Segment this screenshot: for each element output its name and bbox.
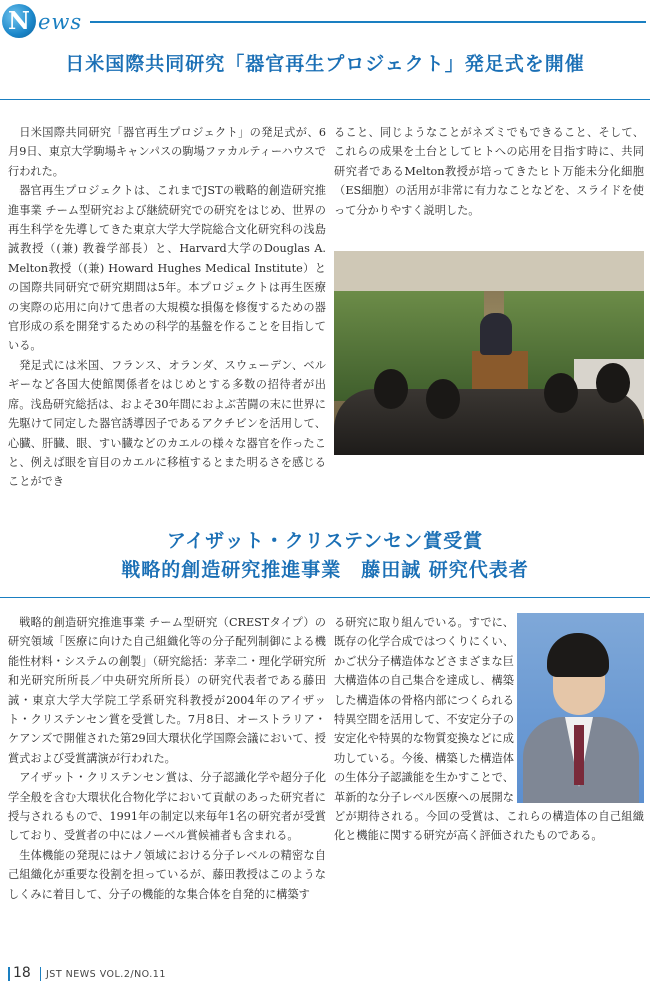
footer-rule-left	[8, 967, 10, 981]
article2-paragraph: アイザット・クリステンセン賞は、分子認識化学や超分子化学全般を含む大環状化合物化学において貢献のあった研究者に授与されるもので、1991年の制定以来毎年1名の研究者が受賞しており、受賞者の中にはノーベル賞候補者も含まれる。	[8, 771, 326, 843]
news-badge	[2, 4, 36, 38]
article2-left-column	[8, 613, 326, 904]
article2-paragraph-cont: る研究に取り組んでいる。すでに、既存の化学合成ではつくりにくい、かご状分子構造体などさまざまな巨大構造体の自己集合を達成し、構築した構造体の骨格内部につくられる特異空間を活用して、不安定分子の安定化や特異的な物質変換などに成功している。今後、構築した構造体の生体分子認識能を生かすことで、革新的な分子レベル医療への展開などが期待される。今回の受賞は、これらの構造体の自己組織化と機能に関する研究が高く評価されたものである。	[334, 616, 644, 843]
article2-paragraph: 戦略的創造研究推進事業 チーム型研究（CRESTタイプ）の研究領域「医療に向けた自己組織化等の分子配列制御による機能性材料・システムの創製」（研究総括：茅幸二・理化学研究所 和光研究所所長／中央研究所所長）の研究代表者である藤田誠・東京大学大学院工学系研究科教授が2004年のアイザット・クリステンセン賞を受賞した。7月8日、オーストラリア・ケアンズで開催された第29回大環状化学国際会議において、授賞式および受賞講演が行われた。	[8, 616, 326, 765]
article1-right-column	[334, 123, 644, 220]
divider-middle	[0, 597, 650, 598]
news-label: ews	[38, 10, 83, 34]
news-badge-letter: N	[8, 6, 30, 35]
article2-paragraph: 生体機能の発現にはナノ領域における分子レベルの精密な自己組織化が重要な役割を担っているが、藤田教授はこのようなしくみに着目して、分子の機能的な集合体を自発的に構築す	[8, 848, 326, 901]
article2-title-line1: アイザット・クリステンセン賞受賞	[166, 530, 484, 552]
page-number: 18	[13, 965, 31, 981]
header-rule	[90, 21, 646, 23]
portrait-photo	[517, 613, 644, 803]
article1-paragraph: 発足式には米国、フランス、オランダ、スウェーデン、ベルギーなど各国大使館関係者をはじめとする多数の招待者が出席。浅島研究総括は、およそ30年間におよぶ苦闘の末に世界に先駆けて同定した器官誘導因子であるアクチビンを活用して、心臓、肝臓、眼、すい臓などのカエルの様々な器官を作ったこと、例えば眼を盲目のカエルに移植するとまた明るさを感じることができ	[8, 358, 326, 489]
divider-top	[0, 99, 650, 100]
article2-title-line2: 戦略的創造研究推進事業 藤田誠 研究代表者	[121, 559, 529, 581]
article1-title: 日米国際共同研究「器官再生プロジェクト」発足式を開催	[65, 53, 585, 75]
article1-paragraph: 器官再生プロジェクトは、これまでJSTの戦略的創造研究推進事業 チーム型研究および継続研究での研究をはじめ、世界の再生科学を先導してきた東京大学大学院総合文化研究科の浅島誠教授（(兼) 教養学部長）と、Harvard大学のDouglas A. Melton教授（(兼) Howard Hughes Medical Institute）との国際共同研究で研究期間は5年。本プロジェクトは再生医療の実際の応用に向けて患者の大規模な損傷を修復するための器官形成の系を開発するための科学的基盤を作ることを目指している。	[8, 184, 326, 353]
ceremony-photo	[334, 251, 644, 455]
article1-left-column	[8, 123, 326, 492]
footer-rule-right	[40, 967, 41, 981]
article1-paragraph-cont: ること、同じようなことがネズミでもできること、そして、これらの成果を土台としてヒトへの応用を目指す時に、共同研究者であるMelton教授が培ってきたヒト万能未分化細胞（ES細胞）の活用が非常に有力なことなどを、スライドを使って分かりやすく説明した。	[334, 126, 644, 217]
issue-label: JST NEWS VOL.2/NO.11	[46, 969, 166, 980]
article1-paragraph: 日米国際共同研究「器官再生プロジェクト」の発足式が、6月9日、東京大学駒場キャンパスの駒場ファカルティーハウスで行われた。	[8, 126, 326, 178]
